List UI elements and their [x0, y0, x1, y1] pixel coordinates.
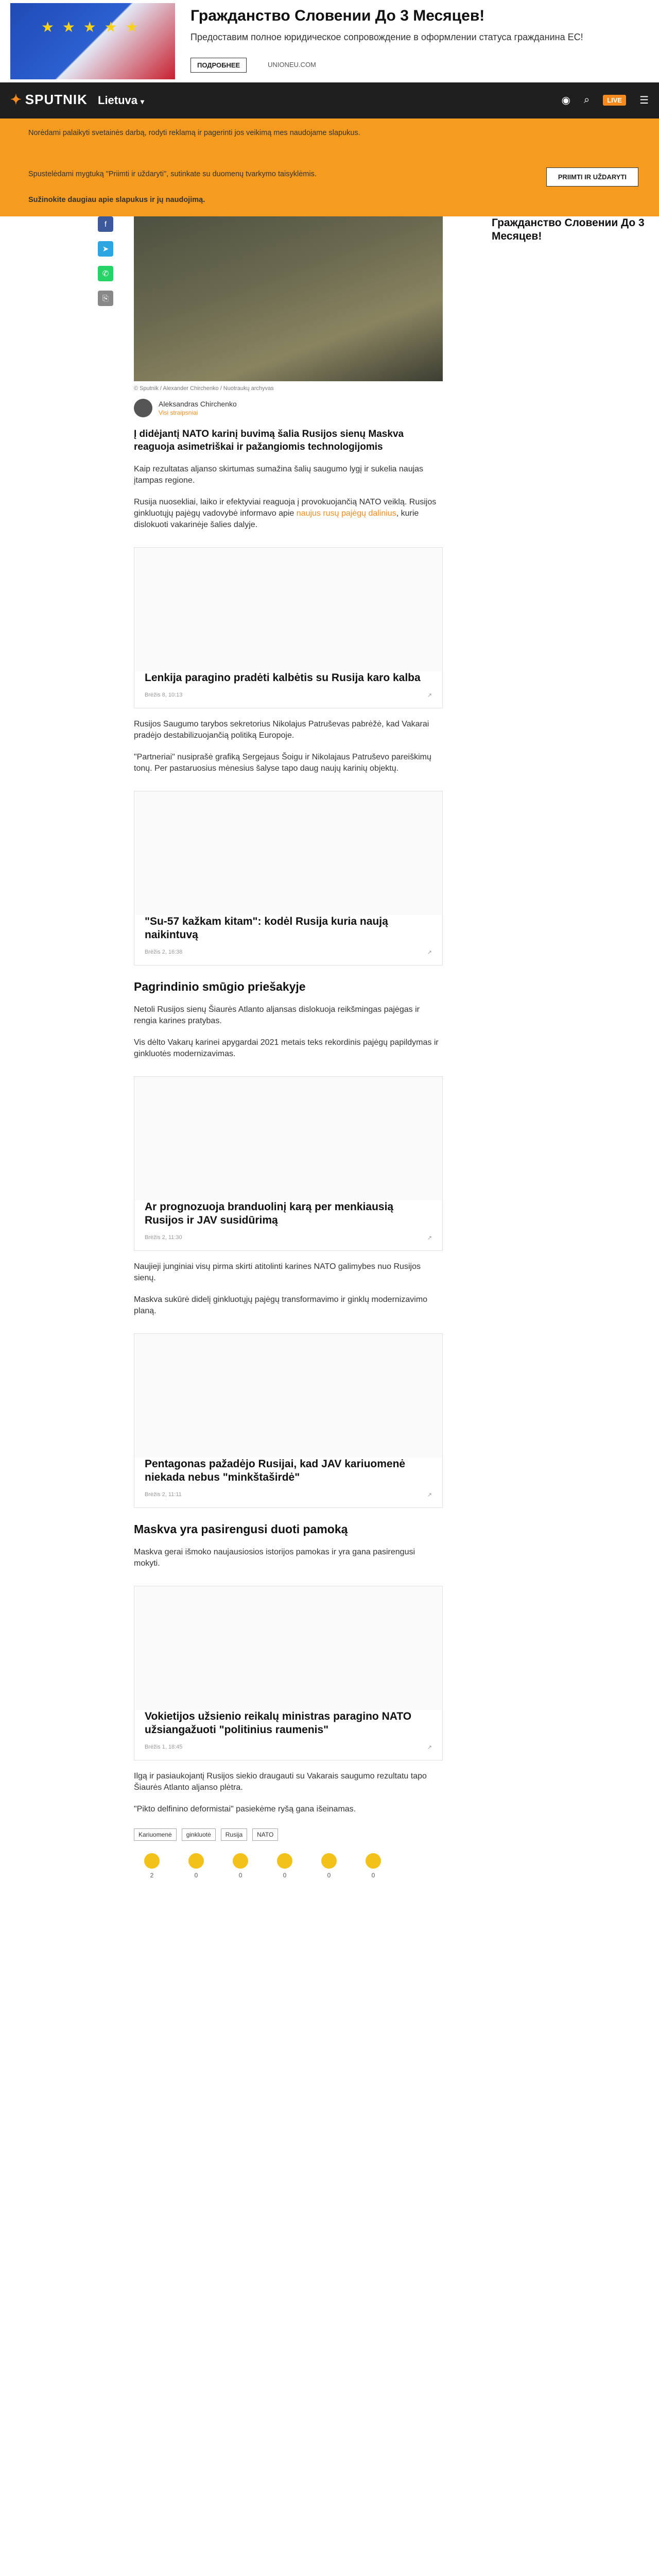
card-meta — [134, 1484, 442, 1507]
card-image[interactable] — [134, 1334, 442, 1458]
external-link-icon[interactable]: ↗ — [427, 1744, 432, 1751]
card-meta — [134, 685, 442, 708]
card-title[interactable]: Lenkija paragino pradėti kalbėtis su Rusija karo kalba — [145, 672, 421, 684]
related-card[interactable] — [134, 1333, 443, 1508]
related-card[interactable] — [134, 791, 443, 965]
article-lead: Į didėjantį NATO karinį buvimą šalia Rusijos sienų Maskva reaguoja asimetriškai ir pažangiomis technologijomis — [134, 429, 404, 452]
chevron-down-icon: ▾ — [141, 97, 145, 106]
tag[interactable]: ginkluotė — [182, 1828, 216, 1841]
consent-text-1: Norėdami palaikyti svetainės darbą, rodyti reklamą ir pagerinti jos veikimą mes naudojame slapukus. — [28, 129, 360, 137]
card-title[interactable]: Ar prognozuoja branduolinį karą per menkiausią Rusijos ir JAV susidūrimą — [145, 1201, 394, 1226]
reaction-count: 0 — [371, 1872, 375, 1879]
consent-link[interactable]: Sužinokite daugiau apie slapukus ir jų naudojimą. — [28, 196, 205, 204]
sputnik-logo[interactable] — [10, 92, 88, 108]
emoji-icon — [277, 1853, 292, 1869]
card-image[interactable] — [134, 1586, 442, 1710]
paragraph: Kaip rezultatas aljanso skirtumas sumažina šalių saugumo lygį ir sukelia naujas įtampas regione. — [134, 465, 424, 485]
whatsapp-share-icon[interactable]: ✆ — [98, 266, 113, 281]
card-date: Brėžis 2, 11:30 — [145, 1234, 182, 1241]
reaction[interactable] — [222, 1853, 258, 1879]
emoji-icon — [366, 1853, 381, 1869]
card-date: Brėžis 2, 16:38 — [145, 949, 183, 955]
reaction[interactable] — [267, 1853, 303, 1879]
card-date: Brėžis 8, 10:13 — [145, 692, 183, 698]
related-card[interactable] — [134, 1586, 443, 1760]
paragraph: Vis dėlto Vakarų karinei apygardai 2021 metais teks rekordinis pajėgų papildymas ir ginkluotės modernizavimas. — [134, 1038, 439, 1058]
card-image[interactable] — [134, 791, 442, 915]
facebook-share-icon[interactable]: f — [98, 216, 113, 232]
card-date: Brėžis 1, 18:45 — [145, 1744, 183, 1750]
external-link-icon[interactable]: ↗ — [427, 692, 432, 699]
related-card[interactable] — [134, 547, 443, 708]
inline-link[interactable]: naujus rusų pajėgų dalinius — [296, 509, 396, 518]
external-link-icon[interactable]: ↗ — [427, 1492, 432, 1498]
card-meta — [134, 942, 442, 965]
ad-title[interactable]: Гражданство Словении До 3 Месяцев! — [190, 7, 485, 24]
reaction[interactable] — [311, 1853, 347, 1879]
image-caption: © Sputnik / Alexander Chirchenko / Nuotraukų archyvas — [134, 385, 274, 392]
hero-image — [134, 216, 443, 381]
share-bar — [98, 216, 113, 315]
card-title[interactable]: "Su-57 kažkam kitam": kodėl Rusija kuria naują naikintuvą — [145, 916, 388, 941]
tag[interactable]: NATO — [252, 1828, 278, 1841]
telegram-share-icon[interactable]: ➤ — [98, 241, 113, 257]
related-card[interactable] — [134, 1076, 443, 1251]
section-heading: Maskva yra pasirengusi duoti pamoką — [134, 1522, 348, 1536]
menu-icon[interactable]: ☰ — [639, 95, 649, 106]
card-date: Brėžis 2, 11:11 — [145, 1492, 182, 1498]
top-advertisement[interactable] — [0, 0, 659, 82]
reactions — [134, 1853, 443, 1879]
side-advertisement[interactable]: Гражданство Словении До 3 Месяцев! — [492, 217, 645, 242]
eu-stars-icon: ★ ★ ★ ★ ★ — [41, 19, 141, 35]
ad-site[interactable]: UNIONEU.COM — [268, 61, 316, 69]
avatar[interactable] — [134, 399, 152, 417]
author-name[interactable]: Aleksandras Chirchenko — [159, 400, 237, 408]
card-image[interactable] — [134, 1077, 442, 1200]
paragraph — [134, 497, 443, 531]
tag[interactable]: Rusija — [221, 1828, 247, 1841]
edition-label: Lietuva — [98, 94, 138, 107]
ad-image[interactable] — [10, 3, 175, 79]
copy-link-icon[interactable]: ⎘ — [98, 291, 113, 306]
live-button[interactable]: LIVE — [603, 95, 626, 106]
paragraph: Ilgą ir pasiaukojantį Rusijos siekio draugauti su Vakarais saugumo rezultatu tapo Šiaurės Atlanto aljanso plėtra. — [134, 1772, 427, 1792]
external-link-icon[interactable]: ↗ — [427, 950, 432, 956]
reaction-count: 0 — [194, 1872, 198, 1879]
cookie-consent-banner — [0, 118, 659, 216]
emoji-icon — [144, 1853, 160, 1869]
section-heading: Pagrindinio smūgio priešakyje — [134, 980, 306, 993]
accept-close-button[interactable]: PRIIMTI IR UŽDARYTI — [546, 167, 638, 187]
edition-selector[interactable] — [98, 94, 144, 107]
tag-list — [134, 1828, 443, 1841]
reaction-count: 2 — [150, 1872, 154, 1879]
star-icon: ✦ — [10, 92, 22, 107]
reaction[interactable] — [178, 1853, 214, 1879]
author-articles-link[interactable]: Visi straipsniai — [159, 409, 198, 416]
paragraph: Rusijos Saugumo tarybos sekretorius Nikolajus Patruševas pabrėžė, kad Vakarai pradėjo destabilizuojančią politiką Europoje. — [134, 720, 429, 740]
consent-text-2: Spustelėdami mygtuką "Priimti ir uždaryti", sutinkate su duomenų tvarkymo taisyklėmis. — [28, 170, 317, 178]
card-title[interactable]: Pentagonas pažadėjo Rusijai, kad JAV kariuomenė niekada nebus "minkštaširdė" — [145, 1458, 406, 1483]
paragraph: Netoli Rusijos sienų Šiaurės Atlanto aljansas dislokuoja reikšmingas pajėgas ir rengia karines pratybas. — [134, 1005, 420, 1025]
reaction[interactable] — [355, 1853, 391, 1879]
reaction-count: 0 — [283, 1872, 287, 1879]
card-meta — [134, 1227, 442, 1250]
search-icon[interactable]: ⌕ — [583, 94, 590, 106]
tag[interactable]: Kariuomenė — [134, 1828, 177, 1841]
paragraph-text: , kurie dislokuoti vakarinėje šalies dalyje. — [134, 509, 419, 529]
radio-icon[interactable]: ◉ — [561, 95, 570, 106]
reaction-count: 0 — [238, 1872, 242, 1879]
logo-text: SPUTNIK — [25, 92, 88, 107]
header-actions — [562, 94, 649, 107]
paragraph-text: Rusija nuosekliai, laiko ir efektyviai reaguoja į provokuojančią NATO veiklą. Rusijos ginkluotųjų pajėgų vadovybė informavo apie — [134, 498, 437, 518]
article — [134, 216, 443, 1879]
paragraph: Maskva gerai išmoko naujausiosios istorijos pamokas ir yra gana pasirengusi mokyti. — [134, 1548, 415, 1568]
reaction[interactable] — [134, 1853, 170, 1879]
site-header — [0, 82, 659, 118]
emoji-icon — [233, 1853, 248, 1869]
author-block[interactable] — [134, 399, 443, 417]
ad-subtitle: Предоставим полное юридическое сопровождение в оформлении статуса гражданина ЕС! — [190, 32, 583, 42]
card-title[interactable]: Vokietijos užsienio reikalų ministras paragino NATO užsiangažuoti "politinius raumenis" — [145, 1710, 412, 1736]
paragraph: Naujieji junginiai visų pirma skirti atitolinti karines NATO galimybes nuo Rusijos sienų. — [134, 1262, 421, 1282]
ad-more-button[interactable]: ПОДРОБНЕЕ — [190, 58, 247, 73]
paragraph: "Pikto delfinino deformistai" pasiekėme ryšą gana išeinamas. — [134, 1805, 356, 1814]
paragraph: "Partneriai" nusiprašė grafiką Sergejaus Šoigu ir Nikolajaus Patruševo pareiškimų tonų. Per pastaruosius mėnesius šalyse tapo daug naujų karinių objektų. — [134, 753, 431, 773]
card-image[interactable] — [134, 548, 442, 671]
paragraph: Maskva sukūrė didelį ginkluotųjų pajėgų transformavimo ir ginklų modernizavimo planą. — [134, 1295, 428, 1315]
card-meta — [134, 1737, 442, 1760]
reaction-count: 0 — [327, 1872, 331, 1879]
emoji-icon — [188, 1853, 204, 1869]
emoji-icon — [321, 1853, 337, 1869]
external-link-icon[interactable]: ↗ — [427, 1235, 432, 1241]
